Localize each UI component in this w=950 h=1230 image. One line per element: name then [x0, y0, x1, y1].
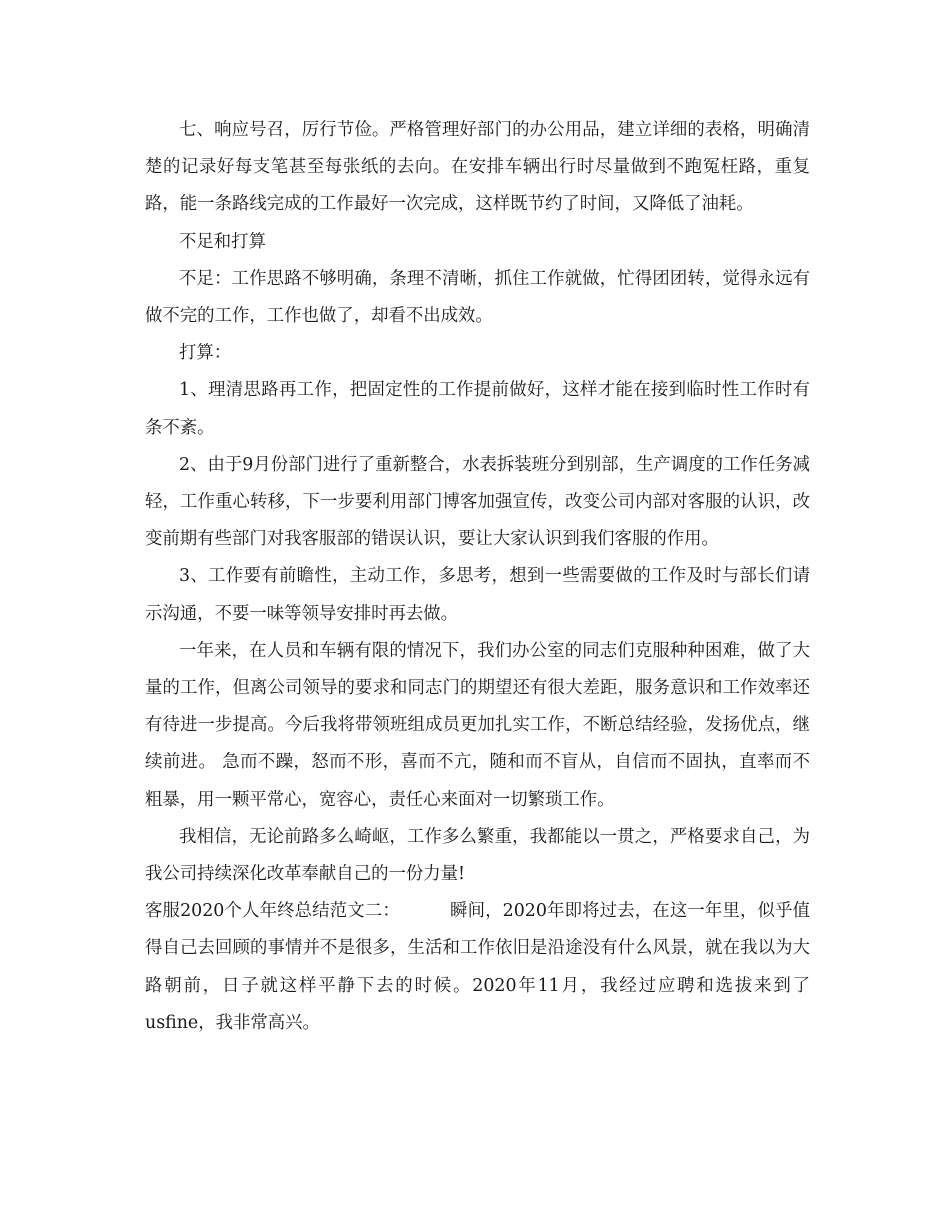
- section-heading-shortcomings-plans: 不足和打算: [179, 231, 266, 252]
- paragraph-year-review: 一年来，在人员和车辆有限的情况下，我们办公室的同志们克服种种困难，做了大量的工作，但离公司领导的要求和同志门的期望还有很大差距，服务意识和工作效率还有待进一步提高。今后我将带领班组成员更加扎实工作，不断总结经验，发扬优点，继续前进。 急而不躁，怒而不形，喜而不亢，随和而不盲从，自信而不固执，直率而不粗暴，用一颗平常心，宽容心，责任心来面对一切繁琐工作。: [145, 640, 810, 810]
- list-item-plan-3: 3、工作要有前瞻性，主动工作，多思考，想到一些需要做的工作及时与部长们请示沟通，不要一味等领导安排时再去做。: [145, 566, 810, 624]
- section-two-heading: 客服2020个人年终总结范文二：: [145, 901, 400, 922]
- paragraph-closing: 我相信，无论前路多么崎岖，工作多么繁重，我都能以一贯之，严格要求自己，为我公司持续深化改革奉献自己的一份力量!: [145, 826, 810, 885]
- section-two-body: 瞬间，2020年即将过去，在这一年里，似乎值得自己去回顾的事情并不是很多，生活和工作依旧是沿途没有什么风景，就在我以为大路朝前，日子就这样平静下去的时候。2020年11月，我经过应聘和选拔来到了usfine，我非常高兴。: [145, 901, 811, 1033]
- list-item-plan-2: 2、由于9月份部门进行了重新整合，水表拆装班分到别部，生产调度的工作任务减轻，工作重心转移，下一步要利用部门博客加强宣传，改变公司内部对客服的认识，改变前期有些部门对我客服部的错误认识，要让大家认识到我们客服的作用。: [145, 454, 810, 550]
- paragraph-plans-label: 打算：: [179, 343, 232, 364]
- list-item-plan-1: 1、理清思路再工作，把固定性的工作提前做好，这样才能在接到临时性工作时有条不紊。: [145, 380, 810, 438]
- paragraph-shortcomings: 不足：工作思路不够明确，条理不清晰，抓住工作就做，忙得团团转，觉得永远有做不完的工作，工作也做了，却看不出成效。: [145, 268, 810, 327]
- paragraph-section-two: [145, 893, 810, 1042]
- document-body: [145, 112, 810, 1042]
- paragraph-frugality: 七、响应号召，厉行节俭。严格管理好部门的办公用品，建立详细的表格，明确清楚的记录好每支笔甚至每张纸的去向。在安排车辆出行时尽量做到不跑冤枉路，重复路，能一条路线完成的工作最好一次完成，这样既节约了时间，又降低了油耗。: [145, 120, 810, 215]
